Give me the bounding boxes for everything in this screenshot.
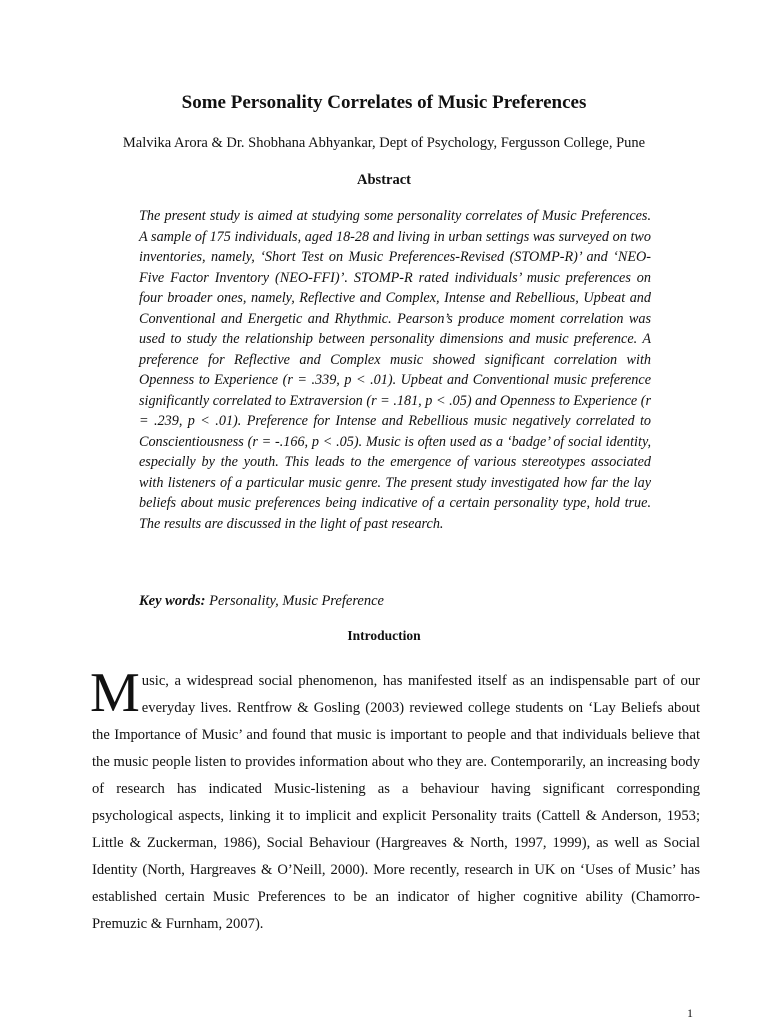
keywords-line bbox=[139, 593, 384, 610]
paper-title: Some Personality Correlates of Music Preferences bbox=[181, 92, 587, 113]
abstract-text: The present study is aimed at studying some personality correlates of Music Preferences. A sample of 175 individuals, aged 18-28 and living in urban settings was surveyed on two inventories, namely, ‘Short Test on Music Preferences-Revised (STOMP-R)’ and ‘NEO-Five Factor Inventory (NEO-FFI)’. STOMP-R rated individuals’ music preferences on four broader ones, namely, Reflective and Complex, Intense and Rebellious, Upbeat and Conventional and Energetic and Rhythmic. Pearson’s produce moment correlation was used to study the relationship between personality dimensions and music preference. A preference for Reflective and Complex music showed significant correlation with Openness to Experience (r = .339, p < .01). Upbeat and Conventional music preference significantly correlated to Extraversion (r = .181, p < .05) and Openness to Experience (r = .239, p < .01). Preference for Intense and Rebellious music negatively correlated to Conscientiousness (r = -.166, p < .05). Music is often used as a ‘badge’ of social identity, especially by the youth. This leads to the emergence of various stereotypes associated with listeners of a particular music genre. The present study investigated how far the lay beliefs about music preferences being indicative of a certain personality type, hold true. The results are discussed in the light of past research. bbox=[139, 208, 651, 532]
introduction-heading: Introduction bbox=[347, 628, 421, 643]
page-number: 1 bbox=[687, 1006, 693, 1020]
paper-authors: Malvika Arora & Dr. Shobhana Abhyankar, Dept of Psychology, Fergusson College, Pune bbox=[122, 135, 646, 151]
abstract-heading: Abstract bbox=[357, 172, 411, 188]
introduction-text: usic, a widespread social phenomenon, has manifested itself as an indispensable part of our everyday lives. Rentfrow & Gosling (2003) reviewed college students on ‘Lay Beliefs about the Importance of Music’ and found that music is important to people and that individuals believe that the music people listen to provides information about who they are. Contemporarily, an increasing body of research has indicated Music-listening as a behaviour having significant corresponding psychological aspects, linking it to implicit and explicit Personality traits (Cattell & Anderson, 1953; Little & Zuckerman, 1986), Social Behaviour (Hargreaves & North, 1997, 1999), as well as Social Identity (North, Hargreaves & O’Neill, 2000). More recently, research in UK on ‘Uses of Music’ has established certain Music Preferences to be an indicator of higher cognitive ability (Chamorro-Premuzic & Furnham, 2007). bbox=[92, 673, 700, 932]
introduction-paragraph bbox=[90, 662, 700, 938]
keywords-value: Personality, Music Preference bbox=[209, 593, 384, 609]
keywords-label: Key words: bbox=[139, 593, 206, 609]
drop-cap: M bbox=[90, 662, 140, 724]
